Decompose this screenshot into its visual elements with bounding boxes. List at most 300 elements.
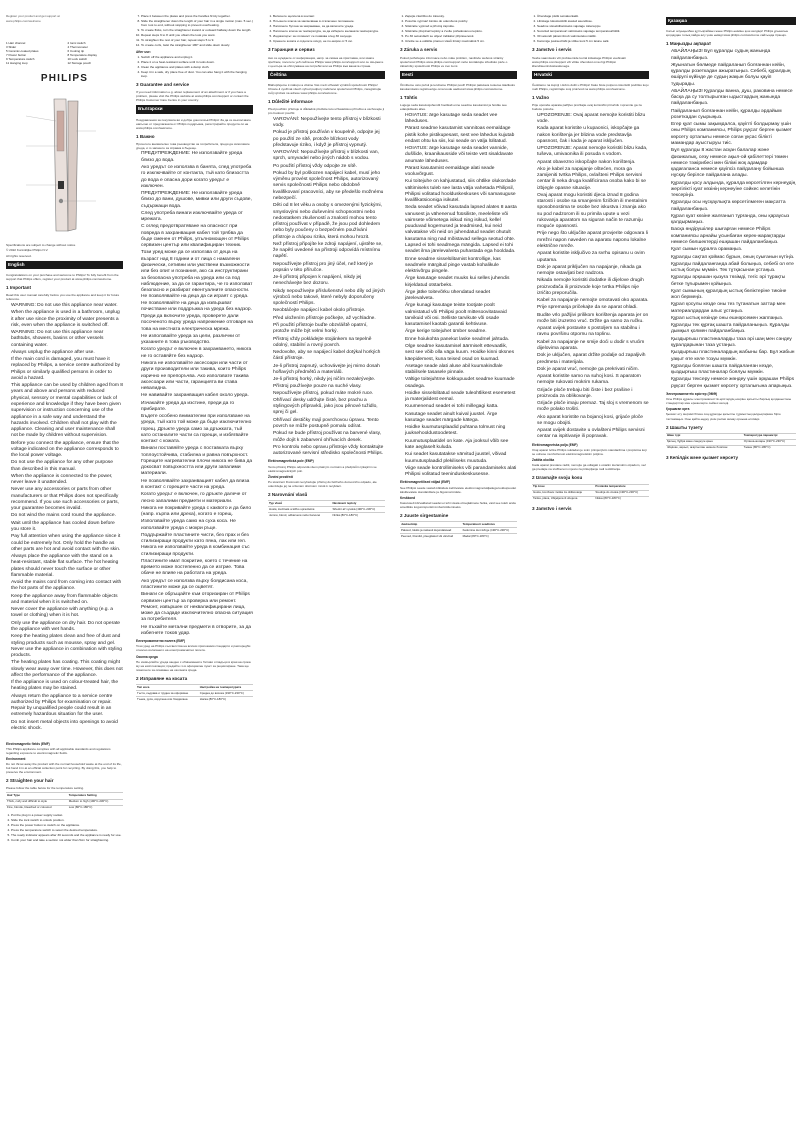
warning-item: • Құралды сақтап қоймас бұрын, оның суығанын күтіңіз. xyxy=(671,255,796,261)
philips-logo: PHILIPS xyxy=(40,72,89,84)
table-cell: Ниска (80°C-180°C) xyxy=(199,697,253,703)
table-cell: Қалың, бұйра және сәндеуге қиын xyxy=(666,439,743,445)
warning-item: • Жуынатын бөлмеде пайдаланып болғаннан кейін, құралды розеткадан ажыратыңыз. Себебі, құралдың өшірулі күйінде де судың жақын болуы қауіп тудырады. xyxy=(671,63,796,88)
warning-item: • ПРЕДУПРЕЖДЕНИЕ: Не използвайте уреда близо до вода. xyxy=(141,151,253,164)
warning-item: • Viige seade kontrollimiseks või parandamiseks alati Philipsi volitatud teeninduskeskusesse. xyxy=(405,466,517,479)
intro-text: Blahopřejeme k nákupu a vítáme Vás mezi uživateli výrobků společnosti Philips! Chcete-li využívat všech výhod podpory nabízené společností Philips, zaregistrujte svůj výrobek na adrese www.philips.com/welcome. xyxy=(268,82,382,95)
guarantee-text: If you need information e.g. about replacement of an attachment or if you have a problem, please visit the Philips website at www.philips.com/support or contact the Philips Customer Care Centre in your country. xyxy=(136,90,249,103)
language-header-estonian: Eesti xyxy=(400,71,517,79)
warning-list xyxy=(666,49,796,390)
warning-item: • Enne seadme sisselülitamist kontrollige, kas seadmele märgitud pinge vastab kohalikule elektrivõrgu pingele. xyxy=(405,257,517,276)
warning-item: • Always place the appliance with the stand on a heat-resistant, stable flat surface. The hot heating plates should never touch the surface or other flammable material. xyxy=(11,554,123,579)
table-cell: Орташа-жоғары (190°C-230°C) xyxy=(743,439,796,445)
warning-item: • If the appliance is used on colour-treated hair, the heating plates may be stained. xyxy=(11,680,123,693)
warning-item: • Қыздырғыш пластиналарды таза әрі шаң мен сәндеу құралдарынан таза ұстаңыз. xyxy=(671,337,796,350)
step-item: 3. Seadme sisselülitamiseks vajutage toitenuppu. xyxy=(537,24,649,28)
table-cell: Peened, blondid, pleegitatud või värvitud xyxy=(400,534,462,540)
environment-title: Keskkond xyxy=(400,495,416,500)
section-lead: Před použitím přístroje si důkladně přečtěte tuto uživatelskou příručku a uschovejte ji pro budoucí použití. xyxy=(268,107,385,116)
environment-text: Не изхвърляйте уреда заедно с обикновените битови отпадъци в края на срока му на експлоатация; предайте го в официален пункт за рециклиране. Така ще помогнете за опазване на околната среда. xyxy=(136,659,251,672)
warning-item: • Қуат сымының құралдың ыстық бөліктеріне тиюіне жол бермеңіз. xyxy=(671,289,796,302)
warning-item: • Ärge kerige toitejuhet ümber seadme. xyxy=(405,329,517,335)
warning-item: • Ако уредът се използва върху боядисана коса, пластините може да се оцветят. xyxy=(141,579,253,592)
part-label: 9 Temperature switch xyxy=(6,56,35,61)
warning-item: • Қыздырғыш пластиналардың жабыны бар. Бұл жабын уақыт өте келе тозуы мүмкін. xyxy=(671,350,796,363)
step-item: 5. Po 30 sekundách se objeví indikátor připravenosti. xyxy=(405,34,517,38)
temperature-table xyxy=(6,792,123,810)
warning-item: • Vältige toitejuhtme kokkupuudet seadme kuumade osadega. xyxy=(405,377,517,390)
warning-item: • Je-li přístroj připojen k napájení, nikdy jej nenechávejte bez dozoru. xyxy=(273,275,385,288)
warning-item: • The heating plates has coating. This coating might slowly wear away over time. However, this does not affect the performance of the appliance. xyxy=(11,660,123,679)
step-item: 11. To straighten the rest of your hair, repeat steps 5 to 9. xyxy=(141,38,253,42)
part-label: 5 Ceramic-coated plates xyxy=(6,48,39,53)
warning-item: • Do not use the appliance for any other purpose than described in this manual. xyxy=(11,460,123,473)
warning-item: • Před uložením přístroje počkejte, až vychladne. xyxy=(273,316,385,322)
warning-item: • Nikdy nepoužívejte příslušenství nebo díly od jiných výrobců nebo takové, které nebyly doporučeny společností Philips. xyxy=(273,289,385,308)
step-item: 1. Ühendage pistik seinakontakti. xyxy=(537,14,649,18)
table-cell: Madal (80°C-180°C) xyxy=(462,534,517,540)
warning-item: • Винаги поставяйте уреда с поставката върху топлоустойчива, стабилна и равна повърхност. Горещите нагревателни плочи никога не бива да докосват повърхността или други запалими материали. xyxy=(141,446,253,477)
warning-item: • Құралды қосу алдында, құралда көрсетілген кернеудің жергілікті қуат көзінің кернеуіне сәйкес келетінін тексеріңіз. xyxy=(671,181,796,200)
column-5 xyxy=(532,14,649,1113)
step-item: 5. 30 sekundi pärast ilmub valmisoleku näidik. xyxy=(537,34,649,38)
section-straighten: 2 Izravnajte svoju kosu xyxy=(532,475,583,481)
warning-item: • Pärast seadme kasutamist vannitoas eemaldage pistik kohe pistikupesast, sest vee lähedus kujutab endast ohtu ka siis, kui seade on välja lülitatud. xyxy=(405,126,517,145)
warning-item: • ПРЕДУПРЕЖДЕНИЕ: Не използвайте уреда близо до вани, душове, мивки или други съдове, съдържащи вода. xyxy=(141,191,253,210)
table-header-cell: Hair Type xyxy=(6,793,68,799)
part-label: 4 Thermometer xyxy=(67,44,88,49)
section-guarantee: 3 Jamstvo i servis xyxy=(532,505,572,511)
environment-title: Environment xyxy=(6,756,26,761)
step-item: 3. Натиснете бутона за захранване, за да включите уреда. xyxy=(273,24,385,28)
warning-item: • Ohřívací desky udržujte čisté, bez prachu a stylingových přípravků, jako jsou pěnové tužidlo, sprej či gel. xyxy=(273,398,385,417)
environment-text: Kada aparat prestane raditi, nemojte ga odlagati s ostalim kućanskim otpadom, već ga predajte na službenom mjestu za prikupljanje radi recikliranja. xyxy=(532,463,647,472)
part-label: 11 Hanging loop xyxy=(6,60,28,65)
section-lead: Prije uporabe aparata pažljivo pročitajte ovaj korisnički priručnik i spremite ga za buduće potrebe. xyxy=(532,103,642,112)
guarantee-text: Pokud potřebujete informace nebo máte problém, navštivte webové stránky společnosti Philips www.philips.com/support nebo kontaktujte středisko péče o zákazníky společnosti Philips ve své zemi. xyxy=(400,55,508,68)
step-item: 2. Posuňte vypínač zámku do odemčené polohy. xyxy=(405,19,517,23)
warning-item: • Always unplug the appliance after use. xyxy=(11,350,123,356)
step-item: 3. Stiskněte vypínač a přístroj zapněte. xyxy=(405,24,517,28)
warning-item: • Kuumenenud seadet ei tohi millegagi katta. xyxy=(405,404,517,410)
table-cell: Střední až vysoká (190°C-230°C) xyxy=(331,507,385,513)
warning-item: • Не пъхайте метални предмети в отворите, за да избегнете токов удар. xyxy=(141,625,253,638)
environment-title: Околна среда xyxy=(136,654,158,659)
warning-item: • VAROVÁNÍ: Nepoužívejte tento přístroj v blízkosti vody. xyxy=(273,117,385,130)
table-cell: Paksud, lokkis ja raskesti kujundatavad xyxy=(400,528,462,534)
environment-text: Қызмет ету мерзімі біткен соң құралды қалыпты тұрмыстық қалдықтармен бірге тастамаңыз. Оны қайта өңдеу үшін ресми жинау орнына өткізіңіз. xyxy=(666,412,781,421)
warning-item: • Avoid the mains cord from coming into contact with the hot parts of the appliance. xyxy=(11,580,123,593)
column-4 xyxy=(400,14,517,1113)
temperature-table xyxy=(532,484,649,502)
step-item: 2. Place it on a heat-resistant surface until it cools down. xyxy=(141,60,253,64)
warning-item: • Pro kontrolu nebo opravu přístroje vždy kontaktujte autorizované servisní středisko společnosti Philips. xyxy=(273,445,385,458)
column-1 xyxy=(6,14,123,1113)
section-guarantee: 3 Jamstvo i servis xyxy=(532,47,572,53)
step-item: 2. Libistage lukustuslüliti avatud asendisse. xyxy=(537,19,649,23)
warning-item: • Ohřívací destičky mají povrchovou úpravu. Tento povrch se může postupně pomalu odírat. xyxy=(273,418,385,431)
emf-title: Elektromagnetska polja (EMF) xyxy=(532,442,578,447)
warning-item: • Ärge jätke toitevõrku ühendatud seadet järelevalveta. xyxy=(405,290,517,303)
table-cell: Тънка, руса, изрусена или боядисана xyxy=(136,697,199,703)
register-line: Register your product and get support at xyxy=(6,14,60,18)
straightener-illustration xyxy=(6,91,123,241)
emf-text: Ovaj aparat tvrtke Philips sukladan je svim primjenjivim standardima i propisima koji se odnose na izloženost elektromagnetskim poljima. xyxy=(532,447,647,457)
language-header-english: English xyxy=(6,261,123,269)
warning-item: • Nepoužívejte přístroj pro jiný účel, než který je popsán v této příručce. xyxy=(273,262,385,275)
section-important: 1 Důležité informace xyxy=(268,99,313,105)
warning-item xyxy=(11,733,123,739)
warning-list xyxy=(6,303,123,740)
table-header-cell: Temperature Setting xyxy=(68,793,123,799)
part-label: 12 Storage pouch xyxy=(67,60,92,65)
warning-item: • Kada aparat koristite u kupaonici, iskopčajte ga nakon korištenja jer blizina vode predstavlja opasnost, čak i kada je aparat isključen. xyxy=(537,126,649,145)
warning-item: • HOIATUS: ärge kasutage seda seadet vee läheduses. xyxy=(405,113,517,126)
table-cell: Средна до висока (190°C-230°C) xyxy=(199,691,253,697)
register-url: www.philips.com/welcome xyxy=(6,18,41,23)
step-item: 8. Slide the straightener down the length of your hair in a single motion (max. 5 sec.) from root to end, without stopping to prevent overheating. xyxy=(141,19,253,27)
warning-item: • Pay full attention when using the appliance since it could be extremely hot. Only hold the handle as other parts are hot and avoid contact with the skin. xyxy=(11,534,123,553)
section-guarantee: 3 Záruka a servis xyxy=(400,47,438,53)
parts-list xyxy=(6,42,123,66)
warning-item: • Не използвайте уреда за цели, различни от указаните в това ръководство. xyxy=(141,334,253,347)
section-straighten: 2 Juuste sirgestamine xyxy=(400,513,449,519)
section-important: 1 Маңызды ақпарат xyxy=(666,41,712,47)
table-cell: Жіңішке, ақшыл, ағартылған немесе боялған xyxy=(666,445,743,451)
intro-text: Сатып алуыңызбен құттықтаймыз және Philips өніміне қош келдіңіз! Philips ұсынатын қолдаудан толық пайда алу үшін өнімді www.philips.com/welcome сайтында тіркеңіз. xyxy=(666,29,789,38)
warning-item: • Prije nego što uključite aparat provjerite odgovara li mrežni napon naveden na aparatu naponu lokalne električne mreže. xyxy=(537,231,649,250)
warning-item: • Děti od 8 let věku a osoby s omezenými fyzickými, smyslovými nebo duševními schopnostmi nebo nedostatkem zkušeností a znalostí mohou tento přístroj používat v případě, že jsou pod dohledem nebo byly poučeny o bezpečném používání přístroje a chápou rizika, která mohou hrozit. xyxy=(273,203,385,241)
emf-title: Электромагниттік өрістер (ЭМӨ) xyxy=(666,391,717,396)
table-header-cell: Typ vlasů xyxy=(268,501,331,507)
warning-item: • Құралды тексеру немесе жөндеу үшін әрқашан Philips рұқсат берген қызмет көрсету орталығына апарыңыз. xyxy=(671,377,796,390)
environment-title: Қоршаған орта xyxy=(666,407,690,412)
emf-text: Този уред на Philips съответства на всички приложими стандарти и разпоредби относно излагането на електромагнитни полета. xyxy=(136,644,251,653)
warning-item: • If the main cord is damaged, you must have it replaced by Philips, a service centre authorized by Philips or similarly qualified persons in order to avoid a hazard. xyxy=(11,357,123,382)
warning-item: • Aparat uvijek postavite s postoljem na stabilnu i ravnu površinu otpornu na toplinu. xyxy=(537,326,649,339)
step-item: 10. Repeat steps 6 to 8 until you obtain the look you want. xyxy=(141,33,253,37)
step-item: 3. Clean the appliance and plates with a damp cloth. xyxy=(141,65,253,69)
emf-text: See Philipsi seade vastab kõikidele kehtivatele elektromagnetväljadega kokkupuudet käsitlevatele standarditele ja õigusnormidele. xyxy=(400,485,517,494)
warning-item: • VAROVÁNÍ: Nepoužívejte přístroj v blízkosti van, sprch, umyvadel nebo jiných nádob s vodou. xyxy=(273,150,385,163)
table-cell: Tanka, plava, izbijeljena ili obojena xyxy=(532,496,594,502)
warning-item: • Never use any accessories or parts from other manufacturers or that Philips does not specifically recommend. If you use such accessories or parts, your guarantee becomes invalid. xyxy=(11,487,123,512)
warning-item: • Преди да включите уреда, проверете дали посоченото върху уреда напрежение отговаря на това на местната електрическа мрежа. xyxy=(141,314,253,333)
warning-item: • Никога не покривайте уреда с каквото и да било (напр. кърпа или дреха), когато е горещ. xyxy=(141,506,253,519)
warning-item: • Kabel za napajanje nemojte omotavati oko aparata. xyxy=(537,298,649,304)
rights: All rights reserved. xyxy=(6,253,32,258)
step-item: 1. Включете щепсела в контакт. xyxy=(273,14,385,18)
language-header-croatian: Hrvatski xyxy=(532,71,649,79)
warning-item: • Nikada nemojte koristiti dodatke ili dijelove drugih proizvođača ili proizvode koje tvrtka Philips nije izričito preporučila. xyxy=(537,278,649,297)
warning-item: • Aparat uvijek dostavite u ovlašteni Philips servisni centar na ispitivanje ili popravak. xyxy=(537,428,649,441)
warning-item: • АБАЙЛАҢЫЗ! Құралды ванна, душ, раковина немесе басқа да су толтырылған ыдыстардың жанында пайдаланбаңыз. xyxy=(671,89,796,108)
step-item: 4. Soovitud temperatuuri valimiseks vajutage temperatuurilülitit. xyxy=(537,29,649,33)
warning-item: • Винаги се обръщайте към оторизиран от Philips сервизен център за проверка или ремонт. Ремонт, извършен от неквалифицирани лица, може да създаде изключително опасна ситуация за потребителя. xyxy=(141,592,253,623)
warning-item: • Je-li přístroj horký, nikdy jej ničím nezakrývejte. xyxy=(273,377,385,383)
table-cell: Jemné, blond, odbarvené nebo barvené xyxy=(268,513,331,519)
table-row xyxy=(532,496,649,502)
warning-item: • Pärast kasutamist eemaldage alati seade vooluvõrgust. xyxy=(405,166,517,179)
warning-item: • Neobtáčejte napájecí kabel okolo přístroje. xyxy=(273,308,385,314)
section-important: 1 Важно xyxy=(136,133,155,139)
temperature-table xyxy=(666,433,796,451)
warning-item: • Než přístroj připojíte ke zdroji napájení, ujistěte se, že napětí uvedené na přístroji odpovídá místnímu napětí. xyxy=(273,242,385,261)
warning-item: • Při použití přístroje buďte obzvláště opatrní, protože může být velmi horký. xyxy=(273,323,385,336)
table-header-cell: Juuksetüüp xyxy=(400,522,462,528)
part-label: 1 Hair channel xyxy=(6,40,26,45)
warning-item: • Kasutage seadet ainult kuival juustel. Ärge kasutage seadet märgade kätega. xyxy=(405,412,517,425)
step-item: 3. Press the power button to switch on the appliance. xyxy=(11,823,123,827)
warning-item: • Aparat koristite samo na suhoj kosi. S aparatom nemojte rukovati mokrim rukama. xyxy=(537,374,649,387)
warning-item: • Құрал қосулы кезде оны тез тұтанатын заттар мен материалдардан алыс ұстаңыз. xyxy=(671,302,796,315)
table-cell: Төмен (80°C-180°C) xyxy=(743,445,796,451)
environment-title: Zaštita okoliša xyxy=(532,458,555,463)
intro-text: Čestitamo na kupnji i dobro došli u Philips! Kako biste potpuno iskoristili podršku koju nudi Philips, registrirajte svoj proizvod na www.philips.com/welcome. xyxy=(532,82,649,91)
emf-title: Electromagnetic fields (EMF) xyxy=(6,741,50,746)
warning-item: • Құрал қуат көзіне жалғанып тұрғанда, оны қараусыз қалдырмаңыз. xyxy=(671,214,796,227)
warning-list xyxy=(400,113,517,479)
straightener-drawing xyxy=(6,91,123,241)
warning-item: • Dok je aparat vruć, nemojte ga prekrivati ničim. xyxy=(537,367,649,373)
warning-item: • Поддържайте пластините чисти, без прах и без стилизиращи продукти като пяна, лак или гел. Никога не използвайте уреда в комбинация със стилизиращи продукти. xyxy=(141,533,253,558)
temperature-table xyxy=(268,500,385,518)
table-cell: Medium to high (190°C-230°C) xyxy=(68,799,123,805)
warning-list xyxy=(136,151,253,637)
table-cell: Low (80°C-180°C) xyxy=(68,805,123,811)
warning-item: • Only use the appliance on dry hair. Do not operate the appliance with wet hands. xyxy=(11,621,123,634)
step-item: 6. Comb your hair and take a section not wider than 5cm for straightening. xyxy=(11,838,123,842)
warning-item: • Kui seadet kasutatakse värvitud juustel, võivad kuumutusplaadid plekiliseks muutuda. xyxy=(405,452,517,465)
column-2 xyxy=(136,14,253,1113)
emf-title: Elektromagnetilised väljad (EMF) xyxy=(400,480,450,485)
part-label: 8 Temperature display xyxy=(67,52,97,57)
section-lead: Please follow the table below for the temperature setting. xyxy=(6,786,84,791)
warning-item: • Grijaće ploče trebaju biti čiste i bez prašine i proizvoda za oblikovanje. xyxy=(537,388,649,401)
warning-list xyxy=(532,113,649,441)
warning-item: • Po použití přístroj vždy odpojte ze sítě. xyxy=(273,164,385,170)
table-header-cell: Postavka temperature xyxy=(594,484,649,490)
warning-item: • Dok je aparat priključen na napajanje, nikada ga nemojte ostavljati bez nadzora. xyxy=(537,265,649,278)
warning-item: • Přístroj používejte pouze na suché vlasy. Nepoužívejte přístroj, pokud máte mokré ruce. xyxy=(273,384,385,397)
section-important: 1 Tähtis xyxy=(400,94,418,100)
part-label: 6 Cooling tip xyxy=(67,48,85,53)
warning-item: • Olge seadme kasutamisel äärmiselt ettevaatlik, sest see võib olla väga kuum. Hoidke kinni üksnes käepidemest, kuna teised osad on kuumad. xyxy=(405,344,517,363)
warning-item: • WARNING: Do not use this appliance near water. xyxy=(11,303,123,309)
warning-item: • Құралды тек құрғақ шашта пайдаланыңыз. Құралды дымқыл қолмен пайдаланбаңыз. xyxy=(671,323,796,336)
warning-item: • Използвайте уреда само на суха коса. Не използвайте уреда с мокри ръце. xyxy=(141,519,253,532)
warning-item: • Pokud je přístroj používán v koupelně, odpojte jej po použití ze sítě, protože blízkost vody představuje riziko, i když je přístroj vypnutý. xyxy=(273,130,385,149)
warning-item: • UPOZORENJE: Ovaj aparat nemojte koristiti blizu vode. xyxy=(537,113,649,126)
step-item: 2. Slide the lock switch to unlock position. xyxy=(11,818,123,822)
part-label: 10 Lock switch xyxy=(67,56,88,61)
warning-item: • Aparat koristite isključivo za svrhu opisanu u ovim uputama. xyxy=(537,251,649,264)
warning-item: • Құралды пайдаланғанда абай болыңыз, себебі ол өте ыстық болуы мүмкін. Тек тұтқасынан ұстаңыз. xyxy=(671,262,796,275)
warning-item: • Enne hoiukohta panekut laske seadmel jahtuda. xyxy=(405,337,517,343)
warning-item: • Құралды әрқашан қызуға төзімді, тегіс әрі тұрақты бетке тұғырымен қойыңыз. xyxy=(671,275,796,288)
warning-item: • Ärge kunagi kasutage teiste tootjate poolt valmistatud või Philipsi poolt mittesoovitatavaid tarvikuid või osi. Selliste tarvikute või osade kasutamisel kaotab garantii kehtivuse. xyxy=(405,303,517,328)
step-item: 6. Срешете косата и отделете кичур, не по-широк от 5 см. xyxy=(273,39,385,43)
step-item: 9. To create flicks, turn the straightener inward or outward halfway down the length. xyxy=(141,28,253,32)
warning-item: • Grijaće ploče imaju premaz. Taj sloj s vremenom se može polako trošiti. xyxy=(537,401,649,414)
warning-item: • Когато уредът е включен, го дръжте далече от лесно запалими предмети и материали. xyxy=(141,492,253,505)
table-cell: Srednja do visoka (190°C-230°C) xyxy=(594,490,649,496)
warning-item: • Kabel za napajanje ne smije doći u dodir s vrućim dijelovima aparata. xyxy=(537,340,649,353)
table-row xyxy=(136,697,253,703)
warning-item: • Je-li přístroj zapnutý, uchovávejte jej mimo dosah hořlavých předmětů a materiálů. xyxy=(273,364,385,377)
table-cell: Fine, blonde, bleached or coloured xyxy=(6,805,68,811)
intro-text: Congratulations on your purchase and welcome to Philips! To fully benefit from the support that Philips offers, register your product at www.philips.com/welcome. xyxy=(6,273,119,282)
warning-item: • Aparat obavezno iskopčajte nakon korištenja. xyxy=(537,160,649,166)
column-3 xyxy=(268,14,385,1113)
warning-item: • Always return the appliance to a service centre authorized by Philips for examination or repair. Repair by unqualified people could result in an extremely hazardous situation for the user. xyxy=(11,694,123,719)
guarantee-text: Ако се нуждаете от информация, напр. за смяна на приставка, или имате проблем, посетете уеб сайта на Philips www.philips.com/support или се свържете с центъра за обслужване на потребители на Philips във вашата страна. xyxy=(268,55,384,68)
warning-item: • HOIATUS: ärge kasutage seda seadet vannide, duššide, kraanikausside või teiste vett sisaldavate anumate läheduses. xyxy=(405,146,517,165)
warning-item: • Не позволявайте захранващият кабел да влиза в контакт с горещите части на уреда. xyxy=(141,479,253,492)
step-item: 7. Place it between the plates and press the handles firmly together. xyxy=(141,14,253,18)
emf-title: Електромагнитни полета (EMF) xyxy=(136,639,186,644)
warning-item: • Ako aparat koristite na bojanoj kosi, grijaće ploče se mogu obojiti. xyxy=(537,415,649,428)
warning-item: • Never cover the appliance with anything (e.g. a towel or clothing) when it is hot. xyxy=(11,607,123,620)
warning-item: • Keep the appliance away from flammable objects and material when it is switched on. xyxy=(11,594,123,607)
after-use-list xyxy=(136,55,253,78)
warning-item: • АБАЙЛАҢЫЗ! Бұл құралды судың жанында пайдаланбаңыз. xyxy=(671,49,796,62)
section-straighten: 2 Straighten your hair xyxy=(6,778,54,784)
section-straighten: 2 Изправяне на косата xyxy=(136,675,188,681)
section-guarantee: 3 Кепілдік және қызмет көрсету xyxy=(666,454,739,460)
environment-text: Kasutuselt kõrvaldatud seadet ei tohi visata olmejäätmete hulka, vaid see tuleb anda ametlikku kogumispunkti ümbertöötlemiseks. xyxy=(400,500,516,509)
part-label: 3 Slider xyxy=(6,44,17,49)
warning-item: • Prije spremanja pričekajte da se aparat ohladi. xyxy=(537,305,649,311)
step-item: 5. The ready indicator appears after 30 seconds and the appliance is ready for use. xyxy=(11,833,123,837)
warning-item: • Nedovolte, aby se napájecí kabel dotýkal horkých částí přístroje. xyxy=(273,350,385,363)
warning-item: • Kui toitejuhe on kahjustatud, siis ohtlike olukordade vältimiseks tuleb see lasta välja vahetada Philipsil, Philipsi volitatud hoolduskeskuses või samasuguse kvalifikatsiooniga isikutel. xyxy=(405,179,517,204)
warning-item: • Hoidke kuumutusplaadid puhtana tolmust ning juuksehooldustoodetest. xyxy=(405,425,517,438)
table-cell: Nízká (80°C-180°C) xyxy=(331,513,385,519)
part-label: 2 Ionic switch xyxy=(67,40,86,45)
emf-title: Elektromagnetická pole (EMP) xyxy=(268,459,314,464)
step-item: 4. Stiskněte přepínač teploty a zvolte požadovanou teplotu. xyxy=(405,29,517,33)
emf-text: This Philips appliance complies with all applicable standards and regulations regarding exposure to electromagnetic fields. xyxy=(6,746,111,755)
section-straighten: 2 Шашты түзету xyxy=(666,424,703,430)
step-item: 5. Индикаторът за готовност се появява след 30 секунди. xyxy=(273,34,385,38)
warning-item: • Before you connect the appliance, ensure that the voltage indicated on the appliance corresponds to the local power voltage. xyxy=(11,441,123,460)
language-header-kazakh: Қазақша xyxy=(666,17,796,25)
warning-item: • Този уред може да се използва от деца на възраст над 8 години и от лица с намалени физически, сетивни или умствени възможности или без опит и познания, ако са инструктирани за безопасна употреба на уреда или са под наблюдение, за да се гарантира, че го използват безопасно и разбират евентуалните опасности. Не позволявайте на деца да си играят с уреда. Не позволявайте на деца да извършват почистване или поддръжка на уреда без надзор. xyxy=(141,250,253,313)
table-header-cell: Шаш түрі xyxy=(666,433,743,439)
warning-item: • Құралды боялған шашта пайдаланған кезде, қыздырғыш пластиналар боялуы мүмкін. xyxy=(671,364,796,377)
warning-list xyxy=(268,117,385,458)
warning-item: • Seda seadet võivad kasutada lapsed alates 8 aasta vanusest ja vähenenud füüsiliste, meeleliste või vaimsete võimetega isikud ning isikud, kellel puuduvad kogemused ja teadmised, kui neid valvatakse või neid on juhendatud seadet ohutult kasutama ning nad mõistavad sellega seotud ohte. Lapsed ei tohi seadmega mängida. Lapsed ei tohi seadet ilma järelevalveta puhastada ega hooldada. xyxy=(405,205,517,255)
warning-item: • Pokud by byl poškozen napájecí kabel, musí jeho výměnu provést společnost Philips, autorizovaný servis společnosti Philips nebo obdobně kvalifikovaní pracovníci, aby se předešlo možnému nebezpečí. xyxy=(273,171,385,202)
section-important: 1 Važno xyxy=(532,94,550,100)
environment-text: Do not throw away the product with the normal household waste at the end of its life, but hand it in at an official collection point for recycling. By doing this, you help to preserve the environment. xyxy=(6,762,122,775)
step-item: 12. To create curls, twist the straightener 180° and slide down slowly. xyxy=(141,43,253,47)
warning-item: • Wait until the appliance has cooled down before you store it. xyxy=(11,521,123,534)
section-lead: Прочетете внимателно това ръководство за потребителя, преди да използвате уреда, и го запазете за справка в бъдеще. xyxy=(136,141,250,150)
warning-item: • This appliance can be used by children aged from 8 years and above and persons with reduced physical, sensory or mental capabilities or lack of experience and knowledge if they have been given supervision or instruction concerning use of the appliance in a safe way and understand the hazards involved. Children shall not play with the appliance. Cleaning and user maintenance shall not be made by children without supervision. xyxy=(11,383,123,439)
environment-title: Životní prostředí xyxy=(268,474,294,479)
table-cell: Keskmine kuni kõrge (190°C-230°C) xyxy=(462,528,517,534)
table-cell: Husté, kudrnaté a těžko upravitelné xyxy=(268,507,331,513)
warning-item: • Ако уредът се използва в банята, след употреба го изключвайте от контакта, тъй като близостта до вода е опасна дори когато уредът е изключен. xyxy=(141,165,253,190)
table-row xyxy=(400,534,517,540)
guarantee-text: Teabe saamiseks või probleemide korral külastage Philipsi veebisaiti www.philips.com/support või võtke ühendust oma riigi Philipsi klienditeeninduskeskusega. xyxy=(532,55,626,68)
section-lead: Lugege seda kasutusjuhendit hoolikalt enne seadme kasutamist ja hoidke see edaspidiseks alles. xyxy=(400,103,507,112)
warning-item: • Do not wind the mains cord round the appliance. xyxy=(11,513,123,519)
step-item: 4. Press the temperature switch to select the desired temperature. xyxy=(11,828,123,832)
intro-text: Õnnitleme ostu puhul ja tervitame Philipsi poolt! Philipsi pakutava tootetoe täielikuks kasutamiseks registreerige oma toode aadressil www.philips.com/welcome. xyxy=(400,82,515,91)
warning-item: • Пайдаланып болғаннан кейін, құралды әрдайым розеткадан суырыңыз. xyxy=(671,109,796,122)
table-cell: Niska (80°C-180°C) xyxy=(594,496,649,502)
table-cell: Gusta, kovrčava i teška za oblikovanje xyxy=(532,490,594,496)
step-item: 4. Натиснете ключа за температура, за да изберете желаната температура. xyxy=(273,29,385,33)
table-header-cell: Настройка на температурата xyxy=(199,685,253,691)
warning-item: • Пластините имат покритие, което с течение на времето може постепенно да се изтрие. Това обаче не влияе на работата на уреда. xyxy=(141,559,253,578)
section-important: 1 Important xyxy=(6,285,32,291)
steps-list xyxy=(6,813,123,842)
warning-item: • Никога не използвайте аксесоари или части от други производители или такива, които Philips изрично не препоръчва. Ако използвате такива аксесоари или части, гаранцията ви става невалидна. xyxy=(141,361,253,392)
intro-text: Поздравления за покупката ви и добре дошли във Philips! За да се възползвате напълно от предлаганата от Philips поддръжка, регистрирайте продукта си на www.philips.com/welcome. xyxy=(136,117,252,130)
column-6 xyxy=(666,14,796,1113)
table-cell: Гъста, къдрава и трудна за оформяне xyxy=(136,691,199,697)
warning-item: • Когато уредът е включен в захранването, никога не го оставяйте без надзор. xyxy=(141,347,253,360)
warning-item: • Құрал ыстық кезінде оны ешнәрсемен жаппаңыз. xyxy=(671,316,796,322)
warning-item: • Егер қуат сымы зақымдалса, қауіпті болдырмау үшін оны Philips компаниясы, Philips рұқсат берген қызмет көрсету орталығы немесе соған ұқсас білікті мамандар ауыстыруы тиіс. xyxy=(671,122,796,147)
table-row xyxy=(666,445,796,451)
warning-item: • Не навивайте захранващия кабел около уреда. xyxy=(141,393,253,399)
warning-item: • When the appliance is used in a bathroom, unplug it after use since the proximity of water presents a risk, even when the appliance is switched off. xyxy=(11,310,123,329)
warning-item: • Budite vrlo pažljivi prilikom korištenja aparata jer on može biti izuzetno vruć. Držite ga samo za ručku. xyxy=(537,313,649,326)
after-use-title: After use: xyxy=(136,49,151,54)
table-header-cell: Tip kose xyxy=(532,484,594,490)
table-row xyxy=(6,805,123,811)
warning-item: • Pokud se bude přístroj používat na barvené vlasy, může dojít k zabarvení ohřívacích desek. xyxy=(273,431,385,444)
warning-item: • Přístroj vždy pokládejte stojánkem na tepelně odolný, stabilní a rovný povrch. xyxy=(273,337,385,350)
step-item: 1. Switch off the appliance and unplug it. xyxy=(141,55,253,59)
language-header-bulgarian: Български xyxy=(136,105,253,113)
table-cell: Thick, curly and difficult to style xyxy=(6,799,68,805)
environment-text: Po skončení životnosti nevyhazujte přístroj do běžného domovního odpadu, ale odevzdejte jej na určeném sběrném místě k recyklaci. xyxy=(268,479,377,488)
steps-list xyxy=(268,14,385,43)
section-straighten: 2 Narovnání vlasů xyxy=(268,492,308,498)
temperature-table xyxy=(400,521,517,539)
warning-item: • Ako je kabel za napajanje oštećen, mora ga zamijeniti tvrtka Philips, ovlašteni Philips servisni centar ili neka druga kvalificirana osoba kako bi se izbjegle opasne situacije. xyxy=(537,167,649,192)
warning-item: • С оглед предотвратяване на опасност при повреда в захранващия кабел той трябва да бъде сменен от Philips, упълномощен от Philips сервизен център или квалифициран техник. xyxy=(141,224,253,249)
warning-item: • Hoidke sisselülitatud seade tuleohtlikest esemetest ja materjalidest eemal. xyxy=(405,391,517,404)
emf-text: Tento přístroj Philips odpovídá všem platným normám a předpisům týkajícím se elektromagnetických polí. xyxy=(268,464,377,473)
section-guarantee: 3 Гаранция и сервиз xyxy=(268,47,315,53)
warning-item: • Құралды осы нұсқаулықта көрсетілмеген мақсатта пайдаланбаңыз. xyxy=(671,200,796,213)
warning-item: • След употреба винаги изключвайте уреда от мрежата. xyxy=(141,211,253,224)
step-item: 6. Učešte se a oddělte pramen vlasů široký maximálně 5 cm. xyxy=(405,39,517,43)
steps-list xyxy=(400,14,517,43)
steps-list xyxy=(136,14,253,48)
temperature-table xyxy=(136,684,253,702)
step-item: 4. Keep it in a safe, dry place free of dust. You can also hang it with the hanging loop. xyxy=(141,70,253,78)
warning-item: • Ärge kasutage seadet muuks kui selles juhendis kirjeldatud otstarbeks. xyxy=(405,276,517,289)
steps-list xyxy=(532,14,649,43)
emf-text: Осы Philips құралы электромагниттік өрістердің әсеріне қатысты барлық қолданыстағы стандарттар мен ережелерге сәйкес келеді. xyxy=(666,397,792,406)
warning-item: • Ovaj aparat mogu koristiti djeca iznad 8 godina starosti i osobe sa smanjenim fizičkim ili mentalnim sposobnostima te osobe bez iskustva i znanja ako su pod nadzorom ili su primila upute u vezi rukovanja aparatom na siguran način te razumiju moguće opasnosti. xyxy=(537,193,649,231)
section-lead: Read this user manual carefully before you use the appliance and keep it for future reference. xyxy=(6,293,120,302)
spec-note: Specifications are subject to change without notice xyxy=(6,242,76,247)
warning-item: • UPOZORENJE: Aparat nemojte koristiti blizu kada, tuševa, umivaonika ili posuda s vodom. xyxy=(537,146,649,159)
warning-item: • WARNING: Do not use this appliance near bathtubs, showers, basins or other vessels containing water. xyxy=(11,330,123,349)
part-label: 7 Power button xyxy=(6,52,27,57)
warning-item: • Kuumutusplaatidel on kate. Aja jooksul võib see kate aeglaselt kuluda. xyxy=(405,439,517,452)
warning-item: • When the appliance is connected to the power, never leave it unattended. xyxy=(11,474,123,487)
